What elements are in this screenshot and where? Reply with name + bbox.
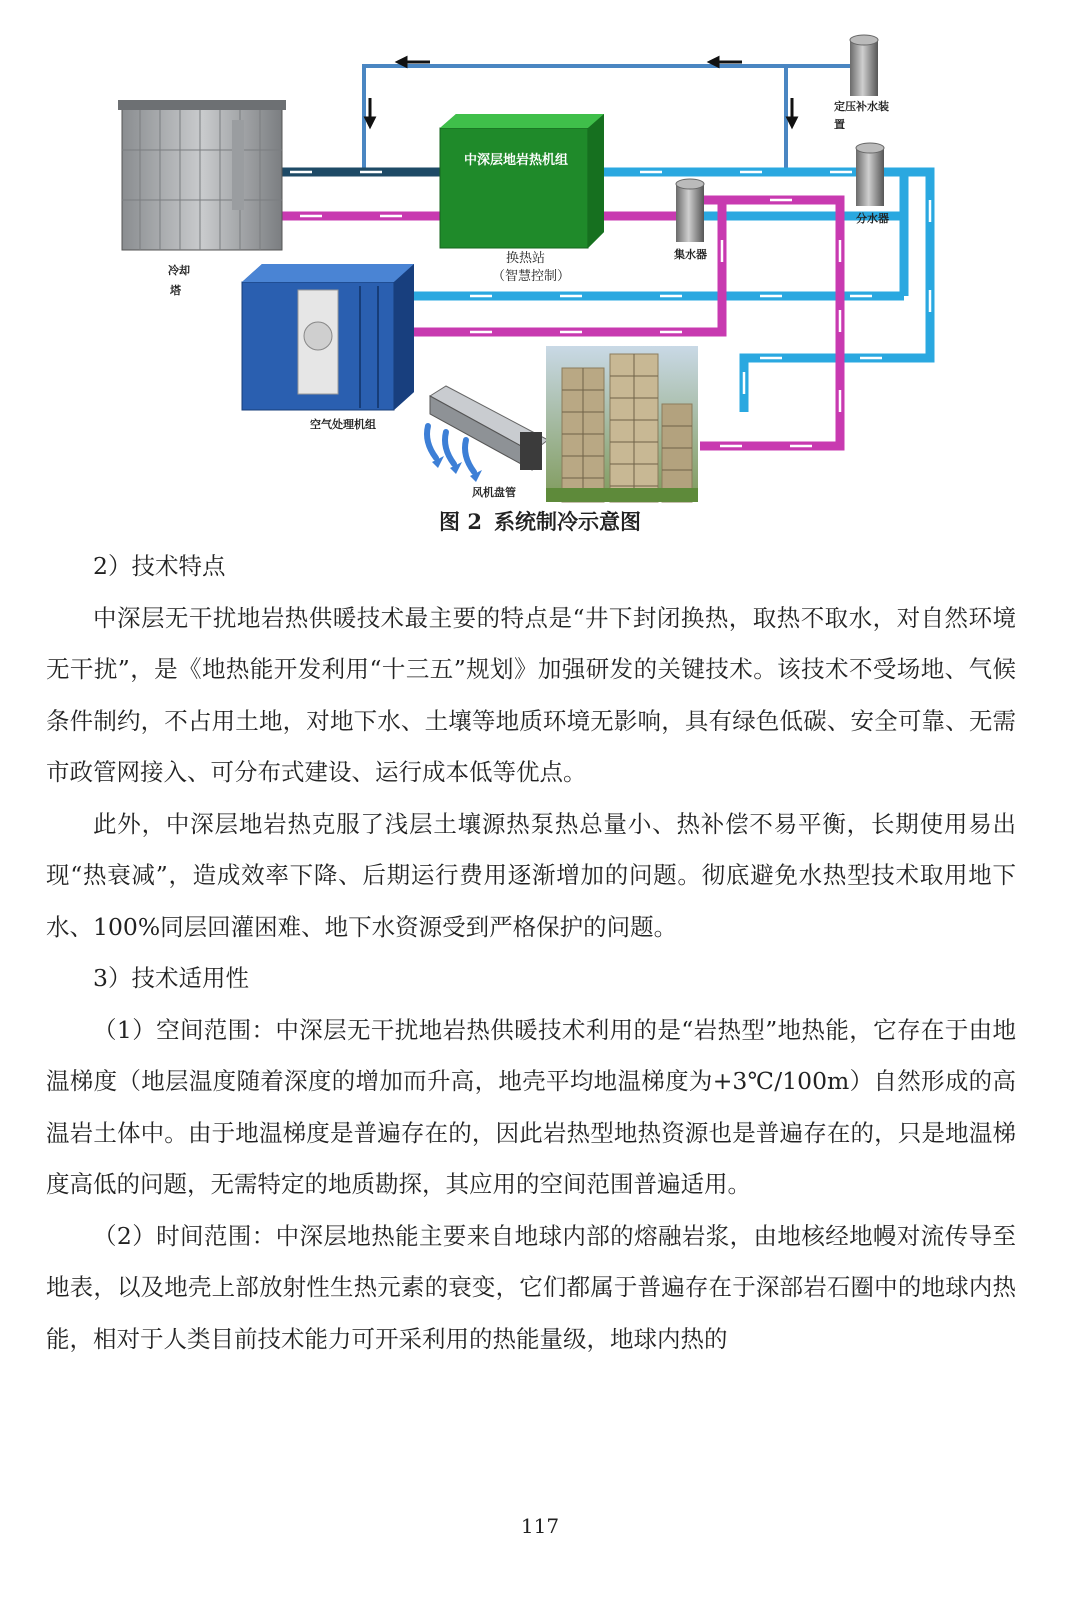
paragraph-1: 中深层无干扰地岩热供暖技术最主要的特点是“井下封闭换热，取热不取水，对自然环境无干扰”，是《地热能开发利用“十三五”规划》加强研发的关键技术。该技术不受场地、气候条件制约，不占用土地，对地下水、土壤等地质环境无影响，具有绿色低碳、安全可靠、无需市政管网接入、可分布式建设、运行成本低等优点。 — [46, 603, 1016, 786]
pressure-makeup-tank — [834, 35, 889, 131]
collector-label: 集水器 — [674, 248, 707, 261]
body-text — [46, 541, 1016, 1365]
figure-caption — [0, 506, 1080, 536]
unit-label: 中深层地岩热机组 — [464, 153, 569, 168]
caption-title: 系统制冷示意图 — [493, 509, 641, 534]
cooling-tower-label-2: 塔 — [170, 284, 181, 297]
pressure-label-2: 置 — [834, 118, 845, 131]
makeup-pipe — [364, 60, 862, 168]
station-label: 换热站 — [506, 251, 546, 266]
water-separator-tank — [856, 143, 889, 225]
paragraph-3: （1）空间范围：中深层无干扰地岩热供暖技术利用的是“岩热型”地热能，它存在于由地温梯度（地层温度随着深度的增加而升高，地壳平均地温梯度为+3℃/100m）自然形成的高温岩土体中。由于地温梯度是普遍存在的，因此岩热型地热资源也是普遍存在的，只是地温梯度高低的问题，无需特定的地质勘探，其应用的空间范围普遍适用。 — [46, 1015, 1016, 1198]
system-cooling-diagram — [0, 0, 1080, 505]
caption-number: 图 2 — [439, 509, 482, 534]
fan-coil-label: 风机盘管 — [472, 486, 516, 499]
paragraph-4: （2）时间范围：中深层地热能主要来自地球内部的熔融岩浆，由地核经地幔对流传导至地表，以及地壳上部放射性生热元素的衰变，它们都属于普遍存在于深部岩石圈中的地球内热能，相对于人类目前技术能力可开采利用的热能量级，地球内热的 — [46, 1221, 1016, 1353]
apartment-building — [546, 346, 698, 502]
station-sub-label: （智慧控制） — [492, 269, 571, 284]
heading-applicability: 3）技术适用性 — [93, 964, 249, 992]
page-number: 117 — [520, 1514, 560, 1538]
fan-coil — [427, 386, 548, 499]
cooling-tower-label-1: 冷却 — [168, 264, 190, 277]
geothermal-unit — [440, 114, 604, 284]
paragraph-2: 此外，中深层地岩热克服了浅层土壤源热泵热总量小、热补偿不易平衡，长期使用易出现“热衰减”，造成效率下降、后期运行费用逐渐增加的问题。彻底避免水热型技术取用地下水、100%同层回灌困难、地下水资源受到严格保护的问题。 — [46, 809, 1016, 941]
heading-tech-features: 2）技术特点 — [93, 552, 226, 580]
ahu-label: 空气处理机组 — [310, 418, 376, 431]
pressure-label-1: 定压补水装 — [834, 100, 889, 113]
separator-label: 分水器 — [856, 212, 889, 225]
water-collector-tank — [674, 179, 707, 261]
air-handling-unit — [242, 264, 414, 431]
